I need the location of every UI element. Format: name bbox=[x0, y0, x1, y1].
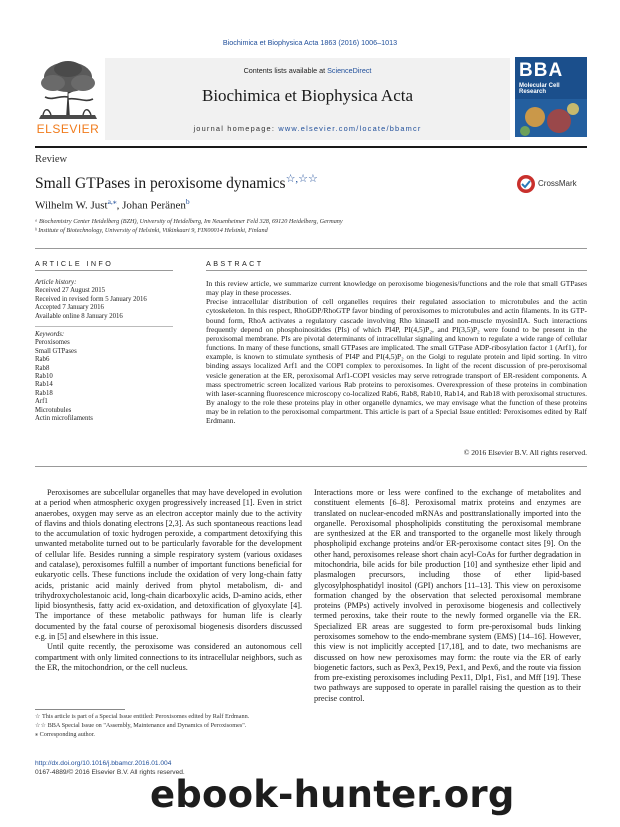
keywords-rule bbox=[35, 326, 173, 327]
keyword: Actin microfilaments bbox=[35, 415, 93, 423]
elsevier-wordmark: ELSEVIER bbox=[36, 122, 100, 136]
history-item: Accepted 7 January 2016 bbox=[35, 304, 104, 312]
header-rule bbox=[35, 146, 587, 148]
issn-line: 0167-4889/© 2016 Elsevier B.V. All rights reserved. bbox=[35, 769, 185, 776]
journal-reference[interactable]: Biochimica et Biophysica Acta 1863 (2016) 1006–1013 bbox=[222, 38, 398, 47]
keyword: Microtubules bbox=[35, 406, 72, 414]
keyword: Rab18 bbox=[35, 389, 53, 397]
abstract-paragraph: Precise intracellular distribution of cell organelles requires their regulated association to microtubules and the actin cytoskeleton. In this respect, RhoGDP/RhoGTP favor binding of peroxisomes to microtubules and actin filaments. In its GTP-bound form, RhoA activates a regulatory cascade involving Rho kinaseII and non-muscle myosinIIA. Such interactions frequently depend on phosphoinositides (PIs) of which PI4P, PI(4,5)P₂, and PI(3,5)P₂ were found to be present in the peroxisomal membrane. PIs are pivotal determinants of intracellular signaling and known to regulate a wide range of cellular functions. In many of these functions, small GTPases are implicated. The small GTPase ADP-ribosylation factor 1 (Arf1), for example, is known to stimulate synthesis of PI4P and PI(4,5)P₂ on the Golgi to regulate protein and lipid sorting. In vitro binding assays localized Arf1 and the COPI complex to peroxisomes. In light of the recent discussion of pre-peroxisomal vesicle generation at the ER, peroxisomal Arf1-COPI vesicles may serve retrograde transport of ER-resident components. A mass spectrometric screen localized various Rab proteins to peroxisomes. Overexpression of these proteins in combination with laser-scanning fluorescence microscopy co-localized Rab6, Rab8, Rab10, Rab14, and Rab18 with peroxisomal structures. By analogy to the role these proteins play in other organelle dynamics, we may envisage what the function of these proteins may be in relation to the peroxisomal compartment. This article is part of a Special Issue entitled: Peroxisomes edited by Ralf Erdmann. bbox=[206, 297, 587, 426]
crossmark-badge[interactable] bbox=[516, 174, 588, 194]
cover-title: BBA bbox=[519, 60, 564, 81]
affiliation-a: ᵃ Biochemistry Center Heidelberg (BZH), University of Heidelberg, Im Neuenheimer Feld 328, 69120 Heidelberg, Germany bbox=[35, 218, 343, 225]
cover-artwork-icon bbox=[515, 99, 587, 137]
article-title bbox=[35, 172, 318, 193]
homepage-prefix: journal homepage: bbox=[193, 124, 279, 133]
keyword: Rab6 bbox=[35, 356, 50, 364]
body-column-right bbox=[314, 488, 581, 704]
footnote-special-issue: ☆ This article is part of a Special Issue entitled: Peroxisomes edited by Ralf Erdmann. bbox=[35, 713, 250, 720]
keyword: Rab14 bbox=[35, 381, 53, 389]
article-type: Review bbox=[35, 154, 68, 165]
footnote-rule bbox=[35, 709, 125, 710]
author-affil-marks[interactable]: a, bbox=[107, 197, 113, 206]
author-line bbox=[35, 197, 190, 212]
body-column-left bbox=[35, 488, 302, 673]
abstract-body bbox=[206, 279, 587, 426]
affiliation-b: ᵇ Institute of Biotechnology, University of Helsinki, Viikinkaari 9, FIN00014 Helsinki, Finland bbox=[35, 227, 268, 234]
footnote-bba-issue: ☆☆ BBA Special Issue on "Assembly, Maintenance and Dynamics of Peroxisomes". bbox=[35, 722, 247, 729]
abstract-paragraph: In this review article, we summarize current knowledge on peroxisome biogenesis/functions and the role that small GTPases may play in these processes. bbox=[206, 279, 587, 298]
article-history bbox=[35, 279, 175, 321]
history-item: Available online 8 January 2016 bbox=[35, 312, 123, 320]
keyword: Rab8 bbox=[35, 364, 50, 372]
crossmark-label: CrossMark bbox=[538, 179, 577, 188]
title-rule bbox=[35, 248, 587, 249]
body-paragraph: Interactions more or less were confined to the exchange of metabolites and constituent elements [6–8]. Peroxisomal matrix proteins and enzymes are translated on nuclear-encoded mRNAs and posttranslationally imported into the organelle. Peroxisomal phospholipids constituting the peroxisomal membrane are synthesized at the ER and transported to the organelle most likely through phospholipid exchange proteins and/or ER-peroxisome contact sites [9]. On the other hand, peroxisomes release short chain acyl-CoAs for further degradation in mitochondria, bile acids for bile production [10] and synthesize ether lipid and plasmalogen precursors, including those of ether lipid-based glycosylphosphatidyl inositol (GPI) anchors [11–13]. This view on peroxisome formation changed by the observation that selected peroxisomal membrane proteins (PMPs) actively involved in peroxisome biogenesis and collectively termed peroxins, take their route to the newly formed organelle via the ER. Specialized ER areas are suggested to form pre-peroxisomal buds linking peroxisomes somehow to the endo-membrane system (EMS) [14–16]. However, this view is not implicitly accepted [17,18], and to date, two mechanisms are discussed on how new peroxisomes may form: the route via the ER of early biogenetic factors, such as Pex3, Pex19, Pex1, and Pex6, and the route via fission from pre-existing peroxisomes including Pex11, Dlp1, Fis1, and Mff [19]. These two pathways are supposed to operate in parallel raising the question as to their precise control. bbox=[314, 488, 581, 703]
abstract-copyright: © 2016 Elsevier B.V. All rights reserved. bbox=[463, 448, 587, 457]
homepage-link[interactable]: www.elsevier.com/locate/bbamcr bbox=[278, 124, 422, 133]
history-item: Received 27 August 2015 bbox=[35, 287, 106, 295]
contents-line bbox=[105, 66, 510, 75]
author-separator: , bbox=[116, 199, 123, 212]
doi-link[interactable]: http://dx.doi.org/10.1016/j.bbamcr.2016.01.004 bbox=[35, 760, 172, 767]
article-title-text: Small GTPases in peroxisome dynamics bbox=[35, 175, 286, 193]
cover-subtitle: Molecular Cell Research bbox=[519, 83, 560, 96]
keywords-label: Keywords: bbox=[35, 331, 65, 338]
article-info-rule bbox=[35, 270, 173, 271]
keyword: Arf1 bbox=[35, 398, 48, 406]
journal-name: Biochimica et Biophysica Acta bbox=[201, 86, 414, 105]
keyword: Rab10 bbox=[35, 373, 53, 381]
author-name[interactable]: Wilhelm W. Just bbox=[35, 199, 108, 212]
article-info-heading: ARTICLE INFO bbox=[35, 259, 114, 268]
abstract-bottom-rule bbox=[35, 466, 587, 467]
body-paragraph: Until quite recently, the peroxisome was considered an autonomous cell compartment with only limited connections to its intracellular neighbors, such as the ER, the mitochondrion, or the cell nucleus. bbox=[35, 642, 302, 672]
abstract-heading: ABSTRACT bbox=[206, 259, 264, 268]
corresponding-mark[interactable]: ⁎ bbox=[112, 197, 117, 206]
body-paragraph: Peroxisomes are subcellular organelles that may have developed in evolution at a period when atmospheric oxygen progressively increased [1]. Even in strict anaerobes, oxygen may serve as an electron acceptor mainly due to the activity of flavins and thiols donating electrons [2,3]. As such spontaneous reactions lead to the accumulation of toxic hydrogen peroxide, a compartment detoxifying this unwanted metabolite turned out to be particularly favorable for the development of cellular life. Besides running a simple respiratory system (various oxidases and catalase), peroxisomes fulfill a number of important functions beneficial for eukaryotic cells. These functions include the oxidation of very long-chain fatty acids, pristanic acid mainly derived from phytol metabolism, di- and trihydroxycholestanoic acid, long-chain dicarboxylic acids, D-amino acids, ether lipid biosynthesis, fatty acid ex-oxidation, and detoxification of glyoxylate [4]. The importance of these metabolic pathways for human life is clearly documented by the fatal course of peroxisomal biogenesis disorders discussed e.g. in [5] and elsewhere in this issue. bbox=[35, 488, 302, 641]
journal-homepage bbox=[105, 124, 510, 133]
keywords-list bbox=[35, 331, 175, 423]
watermark-text: ebook-hunter.org bbox=[150, 773, 515, 816]
crossmark-icon bbox=[516, 174, 536, 194]
footnote-corresponding: ⁎ Corresponding author. bbox=[35, 731, 95, 738]
keyword: Peroxisomes bbox=[35, 339, 70, 347]
author-name[interactable]: Johan Peränen bbox=[122, 199, 186, 212]
abstract-rule bbox=[206, 270, 587, 271]
author-affil-marks[interactable]: b bbox=[185, 197, 190, 206]
history-label: Article history: bbox=[35, 279, 77, 286]
title-footnote-marks[interactable]: ☆,☆☆ bbox=[285, 173, 318, 185]
history-item: Received in revised form 5 January 2016 bbox=[35, 295, 147, 303]
contents-prefix: Contents lists available at bbox=[243, 66, 328, 75]
keyword: Small GTPases bbox=[35, 347, 77, 355]
sciencedirect-link[interactable]: ScienceDirect bbox=[327, 66, 372, 75]
journal-cover[interactable] bbox=[515, 57, 587, 137]
